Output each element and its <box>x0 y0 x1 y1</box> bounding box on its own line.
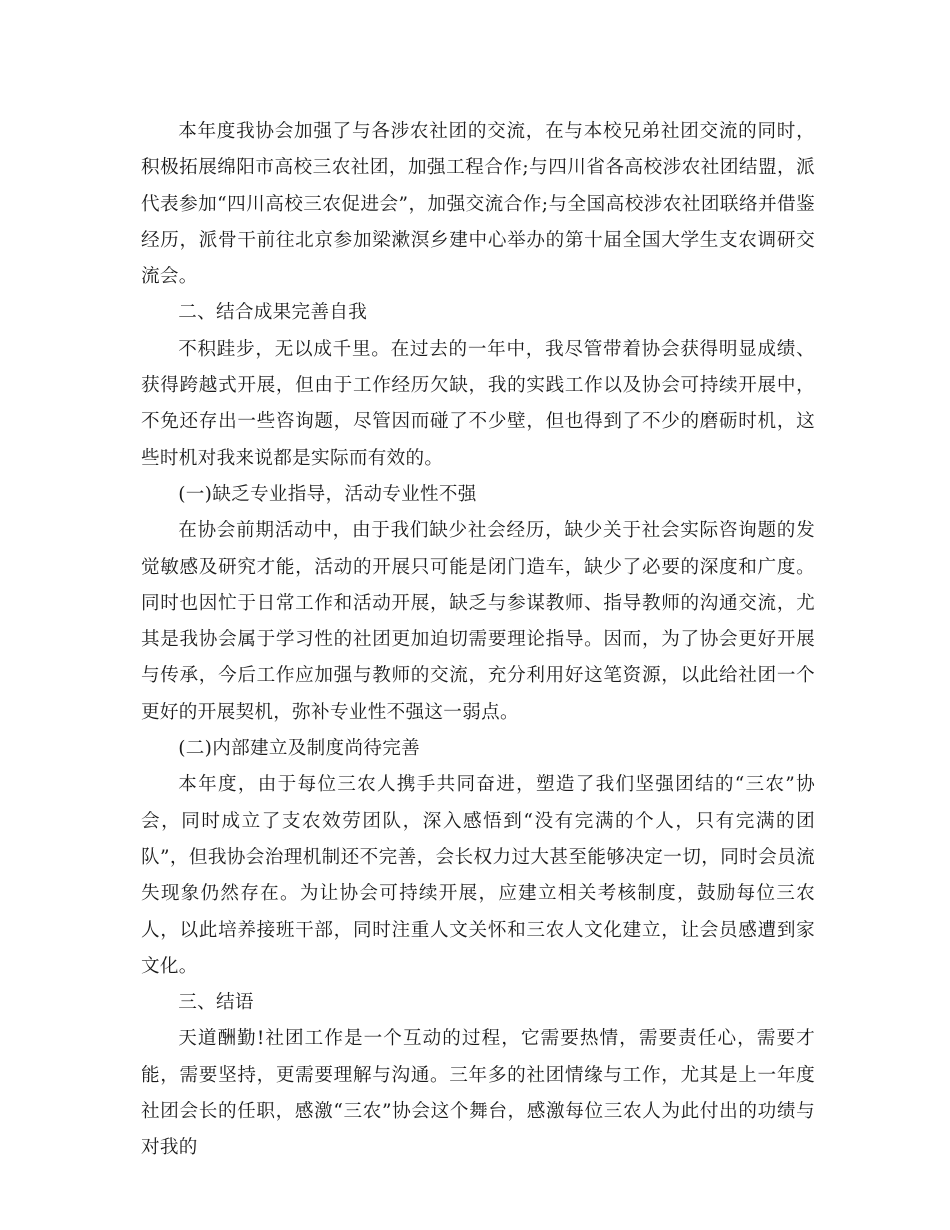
subsection-heading-1: (一)缺乏专业指导，活动专业性不强 <box>178 483 477 505</box>
section-heading-2: 二、结合成果完善自我 <box>178 302 368 324</box>
document-body <box>141 114 815 1167</box>
paragraph-self-improvement: 不积跬步，无以成千里。在过去的一年中，我尽管带着协会获得明显成绩、获得跨越式开展，但由于工作经历欠缺，我的实践工作以及协会可持续开展中，不免还存出一些咨询题，尽管因而碰了不少壁，但也得到了不少的磨砺时机，这些时机对我来说都是实际而有效的。 <box>141 338 815 469</box>
paragraph-professional-guidance: 在协会前期活动中，由于我们缺少社会经历，缺少关于社会实际咨询题的发觉敏感及研究才能，活动的开展只可能是闭门造车，缺少了必要的深度和广度。同时也因忙于日常工作和活动开展，缺乏与参谋教师、指导教师的沟通交流，尤其是我协会属于学习性的社团更加迫切需要理论指导。因而，为了协会更好开展与传承，今后工作应加强与教师的交流，充分利用好这笔资源，以此给社团一个更好的开展契机，弥补专业性不强这一弱点。 <box>141 520 815 723</box>
section-heading-3: 三、结语 <box>178 992 254 1014</box>
subsection-heading-2: (二)内部建立及制度尚待完善 <box>178 738 421 760</box>
paragraph-internal-system: 本年度，由于每位三农人携手共同奋进，塑造了我们坚强团结的“三农”协会，同时成立了支农效劳团队，深入感悟到“没有完满的个人，只有完满的团队”，但我协会治理机制还不完善，会长权力过大甚至能够决定一切，同时会员流失现象仍然存在。为让协会可持续开展，应建立相关考核制度，鼓励每位三农人，以此培养接班干部，同时注重人文关怀和三农人文化建立，让会员感遭到家文化。 <box>141 774 815 977</box>
paragraph-conclusion: 天道酬勤!社团工作是一个互动的过程，它需要热情，需要责任心，需要才能，需要坚持，更需要理解与沟通。三年多的社团情缘与工作，尤其是上一年度社团会长的任职，感激“三农”协会这个舞台，感激每位三农人为此付出的功绩与对我的 <box>141 1028 815 1159</box>
paragraph-exchange: 本年度我协会加强了与各涉农社团的交流，在与本校兄弟社团交流的同时，积极拓展绵阳市高校三农社团，加强工程合作;与四川省各高校涉农社团结盟，派代表参加“四川高校三农促进会”，加强交流合作;与全国高校涉农社团联络并借鉴经历，派骨干前往北京参加梁漱溟乡建中心举办的第十届全国大学生支农调研交流会。 <box>141 121 815 288</box>
